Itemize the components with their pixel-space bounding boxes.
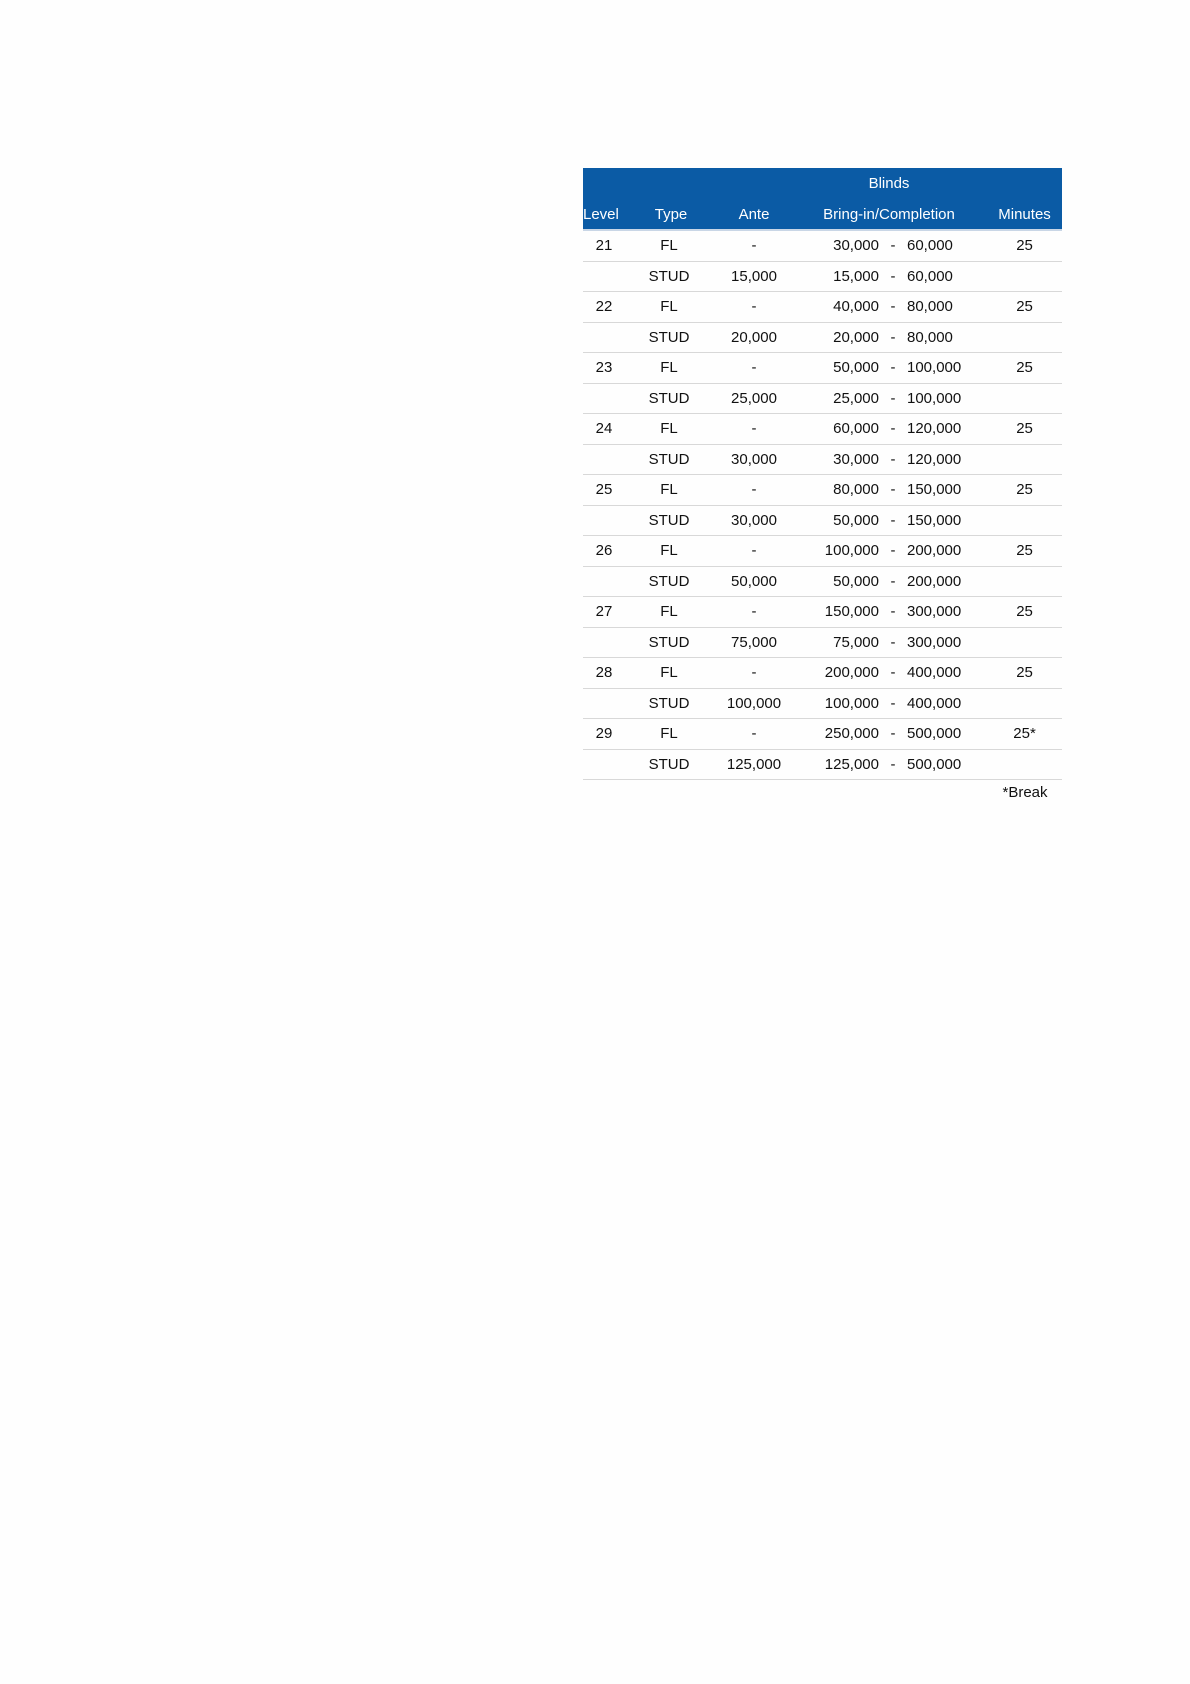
cell-ante: 50,000 — [717, 566, 791, 597]
header-level: Level — [583, 205, 619, 223]
table-row — [583, 566, 1062, 597]
cell-completion: 60,000 — [905, 230, 987, 261]
cell-minutes: 25 — [987, 536, 1062, 567]
cell-type: FL — [625, 414, 717, 445]
cell-type: STUD — [625, 627, 717, 658]
cell-type: STUD — [625, 383, 717, 414]
cell-completion: 60,000 — [905, 261, 987, 292]
cell-minutes — [987, 749, 1062, 780]
cell-minutes — [987, 627, 1062, 658]
cell-bring-in: 50,000 — [791, 566, 881, 597]
cell-bring-in: 25,000 — [791, 383, 881, 414]
header-blinds-group: Blinds — [868, 175, 910, 192]
cell-separator: - — [881, 353, 905, 384]
cell-completion: 80,000 — [905, 322, 987, 353]
cell-separator: - — [881, 719, 905, 750]
cell-minutes: 25 — [987, 597, 1062, 628]
cell-separator: - — [881, 597, 905, 628]
cell-type: FL — [625, 719, 717, 750]
cell-bring-in: 200,000 — [791, 658, 881, 689]
cell-separator: - — [881, 658, 905, 689]
cell-completion: 150,000 — [905, 505, 987, 536]
cell-level: 22 — [583, 292, 625, 323]
cell-completion: 120,000 — [905, 444, 987, 475]
cell-ante: 75,000 — [717, 627, 791, 658]
table-row — [583, 353, 1062, 384]
cell-ante: - — [717, 719, 791, 750]
cell-level: 21 — [583, 230, 625, 261]
table-row — [583, 261, 1062, 292]
header-spacer-right — [987, 168, 1062, 199]
table-row — [583, 292, 1062, 323]
cell-separator: - — [881, 688, 905, 719]
cell-separator: - — [881, 414, 905, 445]
cell-ante: - — [717, 658, 791, 689]
table-row — [583, 414, 1062, 445]
cell-minutes: 25 — [987, 658, 1062, 689]
table-row — [583, 230, 1062, 261]
cell-completion: 150,000 — [905, 475, 987, 506]
cell-ante: 25,000 — [717, 383, 791, 414]
cell-separator: - — [881, 749, 905, 780]
cell-completion: 500,000 — [905, 749, 987, 780]
table-row — [583, 383, 1062, 414]
cell-ante: 30,000 — [717, 505, 791, 536]
cell-completion: 100,000 — [905, 383, 987, 414]
cell-level — [583, 322, 625, 353]
cell-ante: 20,000 — [717, 322, 791, 353]
cell-separator: - — [881, 230, 905, 261]
cell-ante: - — [717, 230, 791, 261]
cell-bring-in: 20,000 — [791, 322, 881, 353]
cell-level — [583, 444, 625, 475]
cell-separator: - — [881, 383, 905, 414]
cell-bring-in: 30,000 — [791, 230, 881, 261]
cell-type: STUD — [625, 566, 717, 597]
cell-separator: - — [881, 261, 905, 292]
cell-ante: 15,000 — [717, 261, 791, 292]
table-row — [583, 444, 1062, 475]
cell-separator: - — [881, 566, 905, 597]
cell-separator: - — [881, 536, 905, 567]
cell-type: STUD — [625, 261, 717, 292]
cell-level: 29 — [583, 719, 625, 750]
table-row — [583, 719, 1062, 750]
cell-completion: 500,000 — [905, 719, 987, 750]
cell-bring-in: 250,000 — [791, 719, 881, 750]
cell-completion: 200,000 — [905, 536, 987, 567]
table-row — [583, 749, 1062, 780]
cell-type: FL — [625, 597, 717, 628]
table-row — [583, 475, 1062, 506]
cell-type: STUD — [625, 505, 717, 536]
header-type: Type — [654, 205, 688, 223]
cell-separator: - — [881, 322, 905, 353]
cell-level — [583, 566, 625, 597]
cell-separator: - — [881, 505, 905, 536]
cell-minutes — [987, 688, 1062, 719]
cell-level: 23 — [583, 353, 625, 384]
header-group-row — [583, 168, 1062, 199]
cell-bring-in: 75,000 — [791, 627, 881, 658]
cell-minutes — [987, 444, 1062, 475]
cell-completion: 100,000 — [905, 353, 987, 384]
cell-level: 24 — [583, 414, 625, 445]
cell-type: FL — [625, 536, 717, 567]
cell-bring-in: 100,000 — [791, 536, 881, 567]
table-row — [583, 322, 1062, 353]
cell-minutes: 25 — [987, 475, 1062, 506]
cell-level: 28 — [583, 658, 625, 689]
cell-type: FL — [625, 230, 717, 261]
cell-bring-in: 60,000 — [791, 414, 881, 445]
cell-type: FL — [625, 292, 717, 323]
cell-ante: - — [717, 597, 791, 628]
cell-level — [583, 749, 625, 780]
cell-type: FL — [625, 353, 717, 384]
cell-minutes: 25* — [987, 719, 1062, 750]
cell-ante: 100,000 — [717, 688, 791, 719]
cell-level: 27 — [583, 597, 625, 628]
cell-ante: - — [717, 475, 791, 506]
cell-bring-in: 40,000 — [791, 292, 881, 323]
cell-level: 26 — [583, 536, 625, 567]
cell-minutes — [987, 566, 1062, 597]
cell-level: 25 — [583, 475, 625, 506]
table-header — [583, 168, 1062, 230]
table-row — [583, 627, 1062, 658]
table-row — [583, 597, 1062, 628]
cell-ante: - — [717, 536, 791, 567]
cell-bring-in: 50,000 — [791, 353, 881, 384]
cell-type: STUD — [625, 749, 717, 780]
header-ante: Ante — [738, 205, 770, 223]
cell-ante: - — [717, 292, 791, 323]
header-minutes: Minutes — [998, 205, 1051, 223]
cell-completion: 120,000 — [905, 414, 987, 445]
table-row — [583, 505, 1062, 536]
header-column-row — [583, 199, 1062, 230]
cell-minutes: 25 — [987, 414, 1062, 445]
cell-separator: - — [881, 292, 905, 323]
cell-type: STUD — [625, 322, 717, 353]
blind-structure-table — [583, 168, 1062, 780]
cell-level — [583, 261, 625, 292]
table-body — [583, 230, 1062, 780]
cell-completion: 300,000 — [905, 597, 987, 628]
cell-type: FL — [625, 475, 717, 506]
cell-minutes: 25 — [987, 353, 1062, 384]
header-bring-in-completion: Bring-in/Completion — [823, 205, 955, 223]
cell-ante: - — [717, 414, 791, 445]
cell-type: FL — [625, 658, 717, 689]
cell-bring-in: 150,000 — [791, 597, 881, 628]
header-spacer — [583, 168, 791, 199]
cell-bring-in: 80,000 — [791, 475, 881, 506]
cell-minutes: 25 — [987, 230, 1062, 261]
cell-level — [583, 383, 625, 414]
table-row — [583, 688, 1062, 719]
cell-completion: 300,000 — [905, 627, 987, 658]
cell-bring-in: 125,000 — [791, 749, 881, 780]
cell-ante: 30,000 — [717, 444, 791, 475]
cell-minutes — [987, 261, 1062, 292]
cell-separator: - — [881, 444, 905, 475]
cell-minutes — [987, 322, 1062, 353]
cell-level — [583, 688, 625, 719]
cell-type: STUD — [625, 688, 717, 719]
cell-completion: 400,000 — [905, 658, 987, 689]
cell-ante: - — [717, 353, 791, 384]
cell-completion: 400,000 — [905, 688, 987, 719]
cell-bring-in: 30,000 — [791, 444, 881, 475]
cell-minutes: 25 — [987, 292, 1062, 323]
footnote-break: *Break — [1002, 784, 1048, 801]
table-row — [583, 536, 1062, 567]
cell-minutes — [987, 383, 1062, 414]
cell-minutes — [987, 505, 1062, 536]
cell-ante: 125,000 — [717, 749, 791, 780]
cell-bring-in: 50,000 — [791, 505, 881, 536]
cell-completion: 200,000 — [905, 566, 987, 597]
cell-bring-in: 100,000 — [791, 688, 881, 719]
cell-completion: 80,000 — [905, 292, 987, 323]
cell-type: STUD — [625, 444, 717, 475]
cell-level — [583, 627, 625, 658]
cell-bring-in: 15,000 — [791, 261, 881, 292]
cell-separator: - — [881, 627, 905, 658]
table-row — [583, 658, 1062, 689]
cell-level — [583, 505, 625, 536]
cell-separator: - — [881, 475, 905, 506]
